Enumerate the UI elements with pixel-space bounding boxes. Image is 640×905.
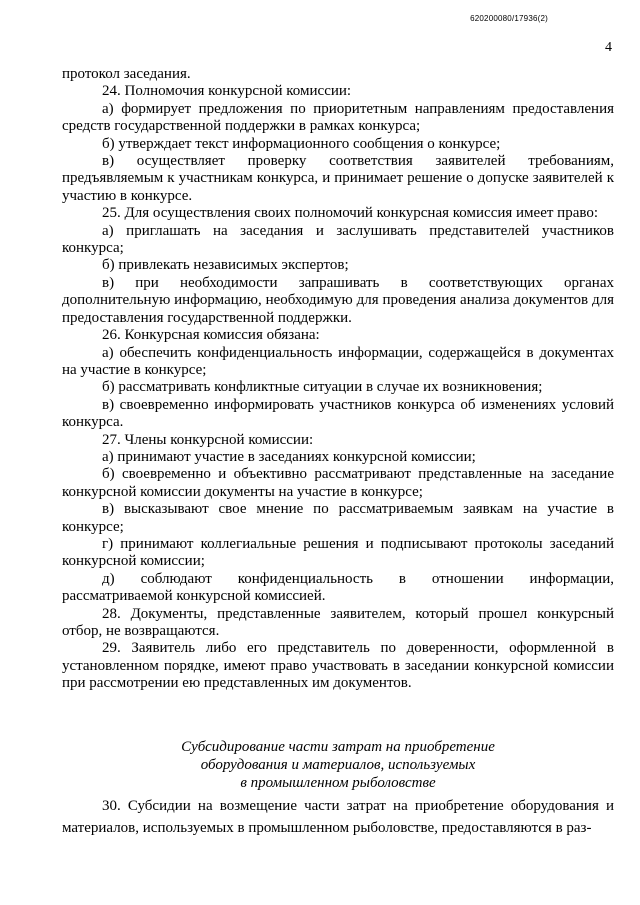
section-body [62, 795, 614, 839]
paragraph: в) при необходимости запрашивать в соответствующих органах дополнительную информацию, необходимую для проведения анализа документов для предоставления государственной поддержки. [62, 274, 614, 326]
page-number: 4 [605, 40, 612, 55]
paragraph: 28. Документы, представленные заявителем, который прошел конкурсный отбор, не возвращаются. [62, 605, 614, 639]
paragraph: б) рассматривать конфликтные ситуации в случае их возникновения; [102, 379, 543, 396]
paragraph: 26. Конкурсная комиссия обязана: [102, 327, 320, 344]
paragraph: 30. Субсидии на возмещение части затрат на приобретение оборудования и материалов, используемых в промышленном рыболовстве, предоставляются в раз- [62, 798, 614, 836]
paragraph: а) формирует предложения по приоритетным направлениям предоставления средств государственной поддержки в рамках конкурса; [62, 100, 614, 135]
paragraph: б) утверждает текст информационного сообщения о конкурсе; [102, 135, 501, 152]
paragraph: 25. Для осуществления своих полномочий конкурсная комиссия имеет право: [102, 205, 598, 222]
document-id: 620200080/17936(2) [470, 14, 548, 23]
paragraph: б) привлекать независимых экспертов; [102, 257, 349, 274]
section-heading-line: Субсидирование части затрат на приобретение [181, 739, 495, 755]
paragraph: а) приглашать на заседания и заслушивать представителей участников конкурса; [62, 222, 614, 257]
paragraph: 29. Заявитель либо его представитель по доверенности, оформленной в установленном порядке, имеют право участвовать в заседании конкурсной комиссии при рассмотрении ею представленных им документов. [62, 640, 614, 692]
paragraph: 27. Члены конкурсной комиссии: [102, 431, 314, 448]
paragraph: г) принимают коллегиальные решения и подписывают протоколы заседаний конкурсной комиссии; [62, 535, 614, 570]
paragraph: протокол заседания. [62, 66, 191, 82]
section-heading [62, 738, 614, 792]
paragraph: д) соблюдают конфиденциальность в отношении информации, рассматриваемой конкурсной комиссией. [62, 570, 614, 605]
paragraph: б) своевременно и объективно рассматривают представленные на заседание конкурсной комиссии документы на участие в конкурсе; [62, 466, 614, 500]
paragraph: 24. Полномочия конкурсной комиссии: [102, 83, 352, 100]
section-heading-line: в промышленном рыболовстве [240, 775, 436, 791]
section-heading-line: оборудования и материалов, используемых [200, 757, 476, 773]
document-body [62, 66, 614, 693]
paragraph: в) высказывают свое мнение по рассматриваемым заявкам на участие в конкурсе; [62, 501, 614, 535]
paragraph: а) принимают участие в заседаниях конкурсной комиссии; [102, 448, 476, 465]
paragraph: в) своевременно информировать участников конкурса об изменениях условий конкурса. [62, 396, 614, 431]
paragraph: в) осуществляет проверку соответствия заявителей требованиям, предъявляемым к участникам конкурса, и принимает решение о допуске заявителей к участию в конкурсе. [62, 153, 614, 204]
paragraph: а) обеспечить конфиденциальность информации, содержащейся в документах на участие в конкурсе; [62, 344, 614, 378]
